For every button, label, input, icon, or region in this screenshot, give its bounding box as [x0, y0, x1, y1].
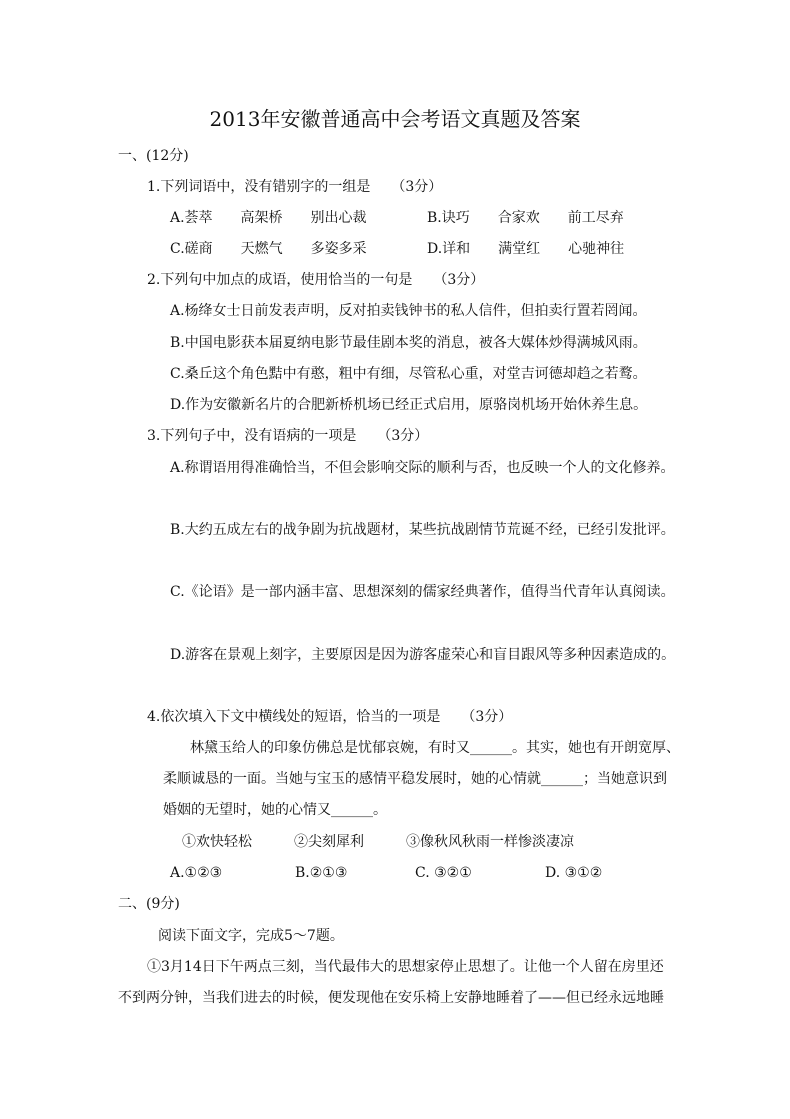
- question-4-passage-line-1: 林黛玉给人的印象仿佛总是忧郁哀婉，有时又______。其实，她也有开朗宽厚、: [190, 740, 680, 756]
- page-title: 2013年安徽普通高中会考语文真题及答案: [209, 107, 581, 131]
- question-3-option-b: B.大约五成左右的战争剧为抗战题材，某些抗战剧情节荒诞不经，已经引发批评。: [170, 522, 675, 538]
- question-4-passage-line-2: 柔顺诚恳的一面。当她与宝玉的感情平稳发展时，她的心情就______；当她意识到: [163, 771, 667, 787]
- question-4-passage-line-3: 婚姻的无望时，她的心情又______。: [163, 802, 387, 818]
- question-1-option-a: A.荟萃 高架桥 别出心裁: [170, 210, 367, 226]
- question-1-option-c: C.磋商 天燃气 多姿多采: [170, 241, 367, 257]
- section-1-header: 一、(12分): [118, 148, 189, 164]
- question-3-option-c: C.《论语》是一部内涵丰富、思想深刻的儒家经典著作，值得当代青年认真阅读。: [170, 584, 675, 600]
- question-4-option-d: D. ③①②: [545, 865, 603, 881]
- question-3-option-a: A.称谓语用得准确恰当，不但会影响交际的顺利与否，也反映一个人的文化修养。: [170, 460, 675, 476]
- question-1-option-b: B.诀巧 合家欢 前工尽弃: [427, 210, 624, 226]
- question-3-stem: 3.下列句子中，没有语病的一项是 （3分）: [147, 428, 429, 444]
- question-2-option-b: B.中国电影获本届夏纳电影节最佳剧本奖的消息，被各大媒体炒得满城风雨。: [170, 335, 647, 351]
- question-1-option-d: D.详和 满堂红 心驰神往: [427, 241, 625, 257]
- question-4-option-a: A.①②③: [170, 865, 223, 881]
- question-4-option-b: B.②①③: [295, 865, 348, 881]
- question-2-option-c: C.桑丘这个角色黠中有憨，粗中有细，尽管私心重，对堂吉诃德却趋之若鹜。: [170, 366, 647, 382]
- question-4-option-c: C. ③②①: [415, 865, 472, 881]
- question-2-option-d: D.作为安徽新名片的合肥新桥机场已经正式启用，原骆岗机场开始休养生息。: [170, 397, 648, 413]
- question-2-stem: 2.下列句中加点的成语，使用恰当的一句是 （3分）: [147, 272, 485, 288]
- passage-paragraph-line-1: ①3月14日下午两点三刻，当代最伟大的思想家停止思想了。让他一个人留在房里还: [147, 959, 664, 975]
- passage-paragraph-line-2: 不到两分钟，当我们进去的时候，便发现他在安乐椅上安静地睡着了——但已经永远地睡: [118, 990, 664, 1006]
- question-4-stem: 4.依次填入下文中横线处的短语，恰当的一项是 （3分）: [147, 709, 513, 725]
- question-1-stem: 1.下列词语中，没有错别字的一组是 （3分）: [147, 179, 443, 195]
- section-2-instruction: 阅读下面文字，完成5～7题。: [158, 928, 344, 944]
- section-2-header: 二、(9分): [118, 896, 180, 912]
- question-2-option-a: A.杨绛女士日前发表声明，反对拍卖钱钟书的私人信件，但拍卖行置若罔闻。: [170, 303, 647, 319]
- question-3-option-d: D.游客在景观上刻字，主要原因是因为游客虚荣心和盲目跟风等多种因素造成的。: [170, 647, 676, 663]
- question-4-phrase-choices: ①欢快轻松 ②尖刻犀利 ③像秋风秋雨一样惨淡凄凉: [182, 834, 574, 850]
